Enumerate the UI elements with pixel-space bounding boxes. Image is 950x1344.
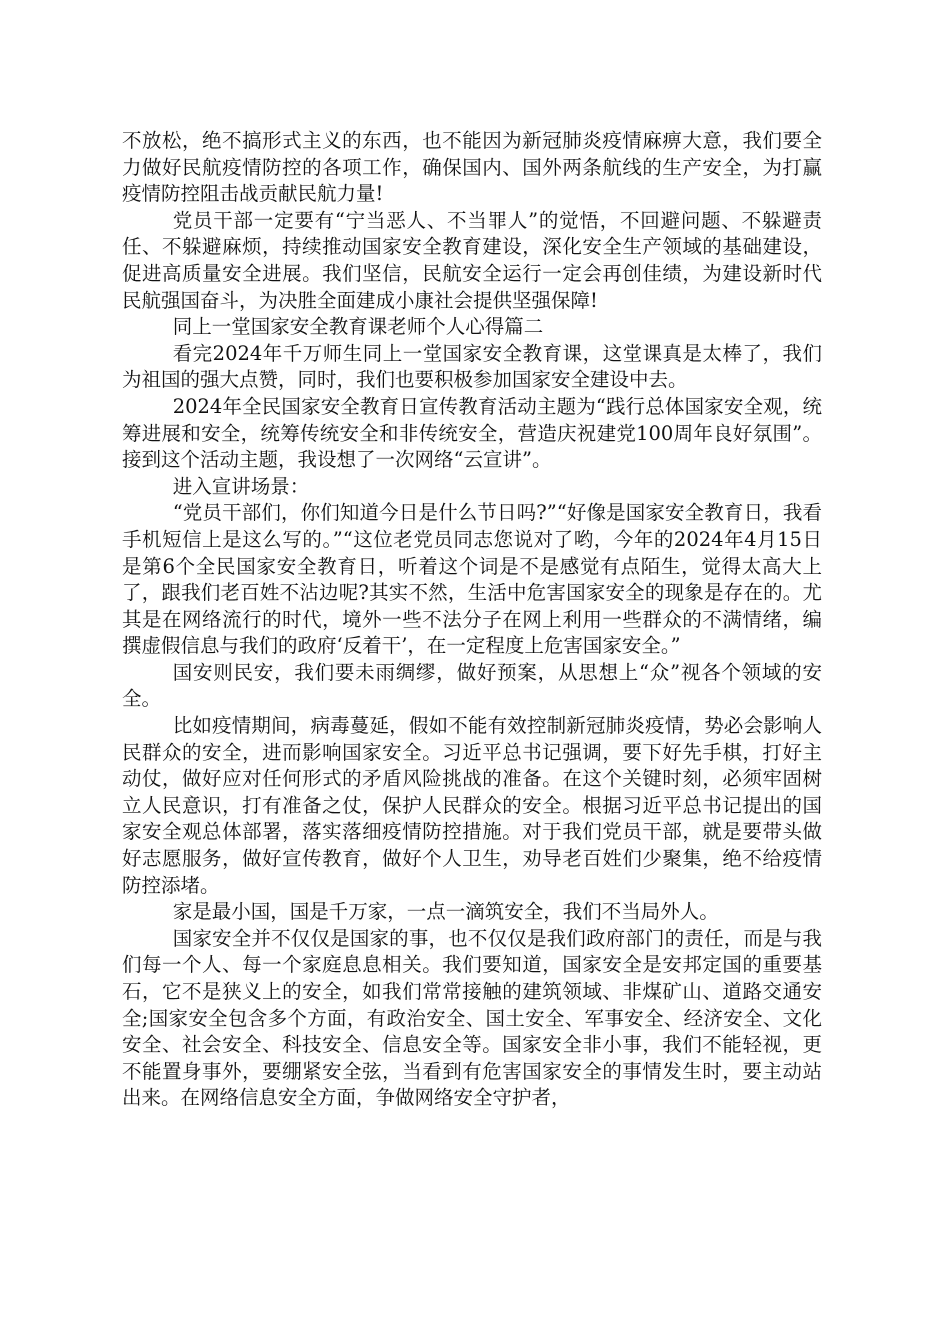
paragraph-8: 国安则民安，我们要未雨绸缪，做好预案，从思想上“众”视各个领域的安全。 <box>122 660 822 711</box>
paragraph-10: 家是最小国，国是千万家，一点一滴筑安全，我们不当局外人。 <box>172 900 719 924</box>
paragraph-5: 2024年全民国家安全教育日宣传教育活动主题为“践行总体国家安全观，统筹进展和安全，统筹传统安全和非传统安全，营造庆祝建党100周年良好氛围”。接到这个活动主题，我设想了一次网络“云宣讲”。 <box>122 394 822 472</box>
paragraph-9: 比如疫情期间，病毒蔓延，假如不能有效控制新冠肺炎疫情，势必会影响人民群众的安全，进而影响国家安全。习近平总书记强调，要下好先手棋，打好主动仗，做好应对任何形式的矛盾风险挑战的准备。在这个关键时刻，必须牢固树立人民意识，打有准备之仗，保护人民群众的安全。根据习近平总书记提出的国家安全观总体部署，落实落细疫情防控措施。对于我们党员干部，就是要带头做好志愿服务，做好宣传教育，做好个人卫生，劝导老百姓们少聚集，绝不给疫情防控添堵。 <box>122 714 822 897</box>
paragraph-2: 党员干部一定要有“宁当恶人、不当罪人”的觉悟，不回避问题、不躲避责任、不躲避麻烦，持续推动国家安全教育建设，深化安全生产领域的基础建设，促进高质量安全进展。我们坚信，民航安全运行一定会再创佳绩，为建设新时代民航强国奋斗，为决胜全面建成小康社会提供坚强保障! <box>122 208 822 312</box>
paragraph-7: “党员干部们，你们知道今日是什么节日吗?”“好像是国家安全教育日，我看手机短信上是这么写的。”“这位老党员同志您说对了哟，今年的2024年4月15日是第6个全民国家安全教育日，听着这个词是不是感觉有点陌生，觉得太高大上了，跟我们老百姓不沾边呢?其实不然，生活中危害国家安全的现象是存在的。尤其是在网络流行的时代，境外一些不法分子在网上利用一些群众的不满情绪，编撰虚假信息与我们的政府‘反着干’，在一定程度上危害国家安全。” <box>122 501 822 658</box>
paragraph-11: 国家安全并不仅仅是国家的事，也不仅仅是我们政府部门的责任，而是与我们每一个人、每一个家庭息息相关。我们要知道，国家安全是安邦定国的重要基石，它不是狭义上的安全，如我们常常接触的建筑领域、非煤矿山、道路交通安全;国家安全包含多个方面，有政治安全、国土安全、军事安全、经济安全、文化安全、社会安全、科技安全、信息安全等。国家安全非小事，我们不能轻视，更不能置身事外，要绷紧安全弦，当看到有危害国家安全的事情发生时，要主动站出来。在网络信息安全方面，争做网络安全守护者， <box>122 926 822 1110</box>
section-heading: 同上一堂国家安全教育课老师个人心得篇二 <box>172 315 544 339</box>
paragraph-4: 看完2024年千万师生同上一堂国家安全教育课，这堂课真是太棒了，我们为祖国的强大点赞，同时，我们也要积极参加国家安全建设中去。 <box>122 341 822 392</box>
document-page <box>122 128 822 1112</box>
paragraph-6: 进入宣讲场景： <box>172 474 310 498</box>
paragraph-1: 不放松，绝不搞形式主义的东西，也不能因为新冠肺炎疫情麻痹大意，我们要全力做好民航疫情防控的各项工作，确保国内、国外两条航线的生产安全，为打赢疫情防控阻击战贡献民航力量! <box>122 129 822 206</box>
